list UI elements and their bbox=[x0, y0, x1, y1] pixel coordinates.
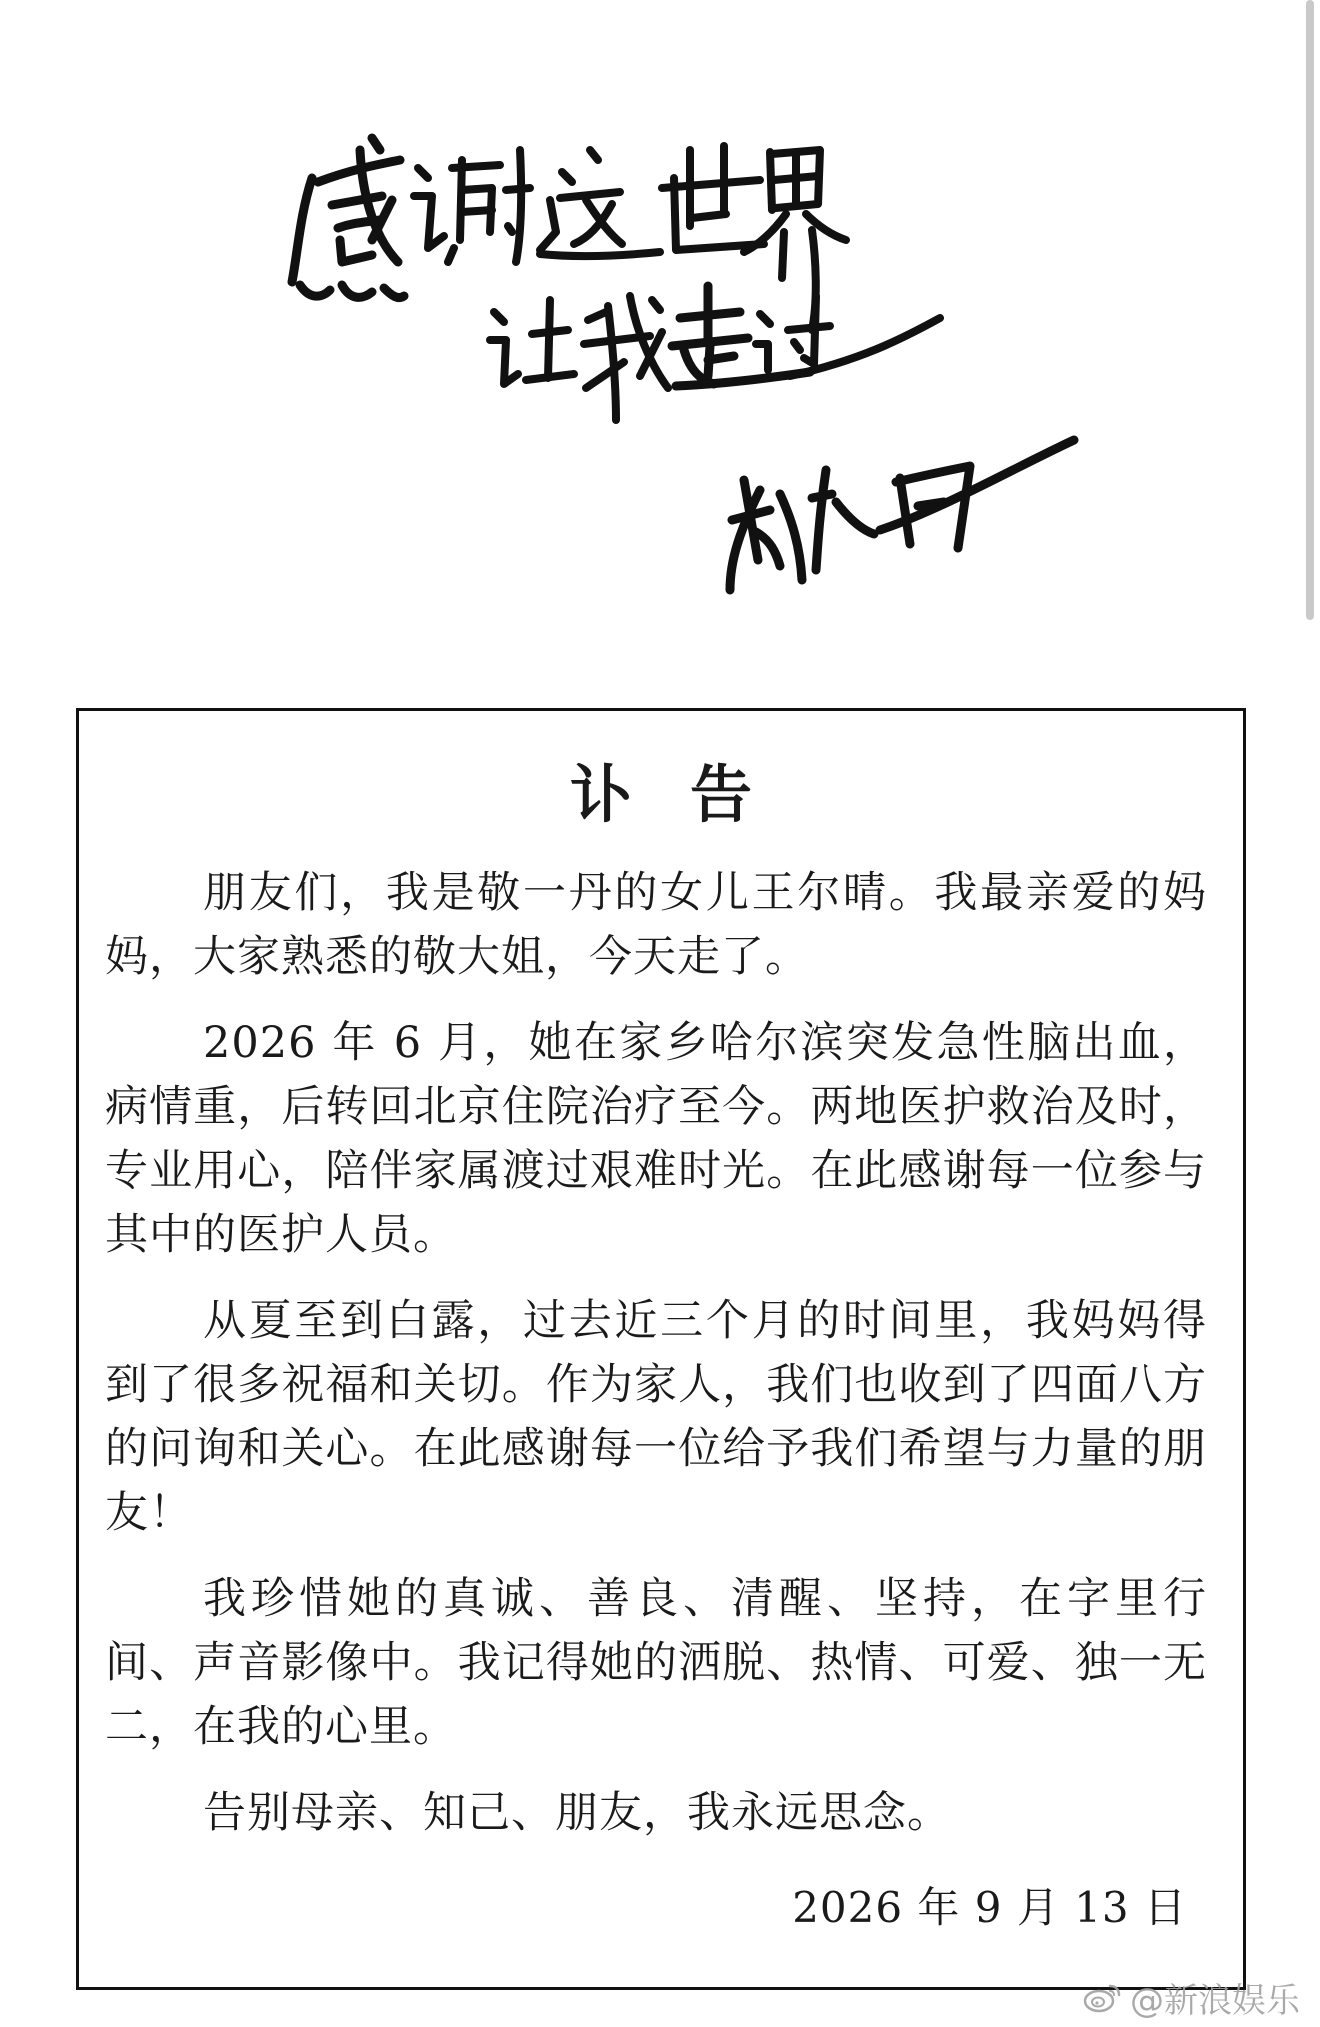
char-guo bbox=[756, 296, 940, 376]
char-wo bbox=[584, 296, 668, 420]
notice-body bbox=[105, 861, 1207, 1867]
obituary-notice bbox=[76, 708, 1246, 1990]
scrollbar[interactable] bbox=[1306, 0, 1314, 620]
paragraph-1: 朋友们，我是敬一丹的女儿王尔晴。我最亲爱的妈妈，大家熟悉的敬大姐，今天走了。 bbox=[105, 868, 1207, 982]
paragraph-3: 从夏至到白露，过去近三个月的时间里，我妈妈得到了很多祝福和关切。作为家人，我们也收到了四面八方的问询和关心。在此感谢每一位给予我们希望与力量的朋友！ bbox=[105, 1296, 1207, 1538]
paragraph-5: 告别母亲、知己、朋友，我永远思念。 bbox=[203, 1788, 951, 1838]
paragraph-2: 2026 年 6 月，她在家乡哈尔滨突发急性脑出血，病情重，后转回北京住院治疗至今。两地医护救治及时，专业用心，陪伴家属渡过艰难时光。在此感谢每一位参与其中的医护人员。 bbox=[105, 1018, 1207, 1260]
watermark bbox=[1082, 1975, 1300, 2019]
notice-date: 2026 年 9 月 13 日 bbox=[792, 1883, 1187, 1932]
char-zhe bbox=[540, 150, 660, 256]
handwriting-strokes bbox=[0, 0, 1320, 700]
char-rang bbox=[490, 300, 574, 384]
char-gan bbox=[292, 138, 404, 298]
handwritten-calligraphy bbox=[0, 0, 1320, 700]
watermark-text: @新浪娱乐 bbox=[1130, 1980, 1300, 2021]
char-shi bbox=[662, 146, 764, 250]
char-zou bbox=[672, 286, 810, 386]
notice-title: 讣告 bbox=[569, 758, 810, 831]
paragraph-4: 我珍惜她的真诚、善良、清醒、坚持，在字里行间、声音影像中。我记得她的洒脱、热情、可爱、独一无二，在我的心里。 bbox=[105, 1574, 1207, 1752]
char-xie bbox=[414, 150, 530, 262]
weibo-icon bbox=[1082, 1980, 1122, 2014]
signature-strokes bbox=[730, 440, 1074, 590]
